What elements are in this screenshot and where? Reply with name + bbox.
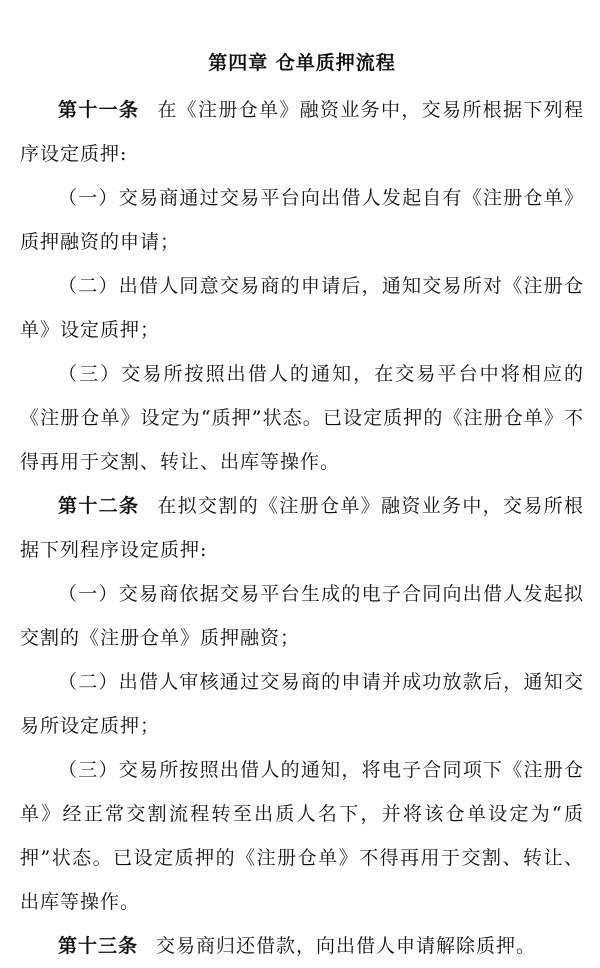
paragraph-text: 在《注册仓单》融资业务中，交易所根据下列程序设定质押: [20, 99, 584, 165]
article-12-intro [20, 484, 584, 572]
paragraph-text: （一）交易商通过交易平台向出借人发起自有《注册仓单》质押融资的申请； [20, 187, 584, 253]
paragraph-text: （三）交易所按照出借人的通知，将电子合同项下《注册仓单》经正常交割流程转至出质人名下，并将该仓单设定为“质押”状态。已设定质押的《注册仓单》不得再用于交割、转让、出库等操作。 [20, 759, 584, 913]
paragraph-text: （一）交易商依据交易平台生成的电子合同向出借人发起拟交割的《注册仓单》质押融资； [20, 583, 584, 649]
article-11-intro [20, 88, 584, 176]
article-number: 第十三条 [58, 935, 139, 957]
article-11-item-2 [20, 264, 584, 352]
article-12-item-3 [20, 748, 584, 924]
paragraph-text: （二）出借人同意交易商的申请后，通知交易所对《注册仓单》设定质押； [20, 275, 584, 341]
article-13-intro [20, 924, 584, 968]
paragraph-text: 在拟交割的《注册仓单》融资业务中，交易所根据下列程序设定质押: [20, 495, 584, 561]
article-11-item-1 [20, 176, 584, 264]
article-number: 第十一条 [58, 99, 140, 121]
article-number: 第十二条 [58, 495, 140, 517]
chapter-title: 第四章 仓单质押流程 [208, 52, 396, 74]
paragraph-text: （二）出借人审核通过交易商的申请并成功放款后，通知交易所设定质押； [20, 671, 584, 737]
article-12-item-1 [20, 572, 584, 660]
article-11-item-3 [20, 352, 584, 484]
article-12-item-2 [20, 660, 584, 748]
paragraph-text: 交易商归还借款，向出借人申请解除质押。 [156, 935, 537, 957]
paragraph-text: （三）交易所按照出借人的通知，在交易平台中将相应的《注册仓单》设定为“质押”状态。已设定质押的《注册仓单》不得再用于交割、转让、出库等操作。 [20, 363, 584, 473]
